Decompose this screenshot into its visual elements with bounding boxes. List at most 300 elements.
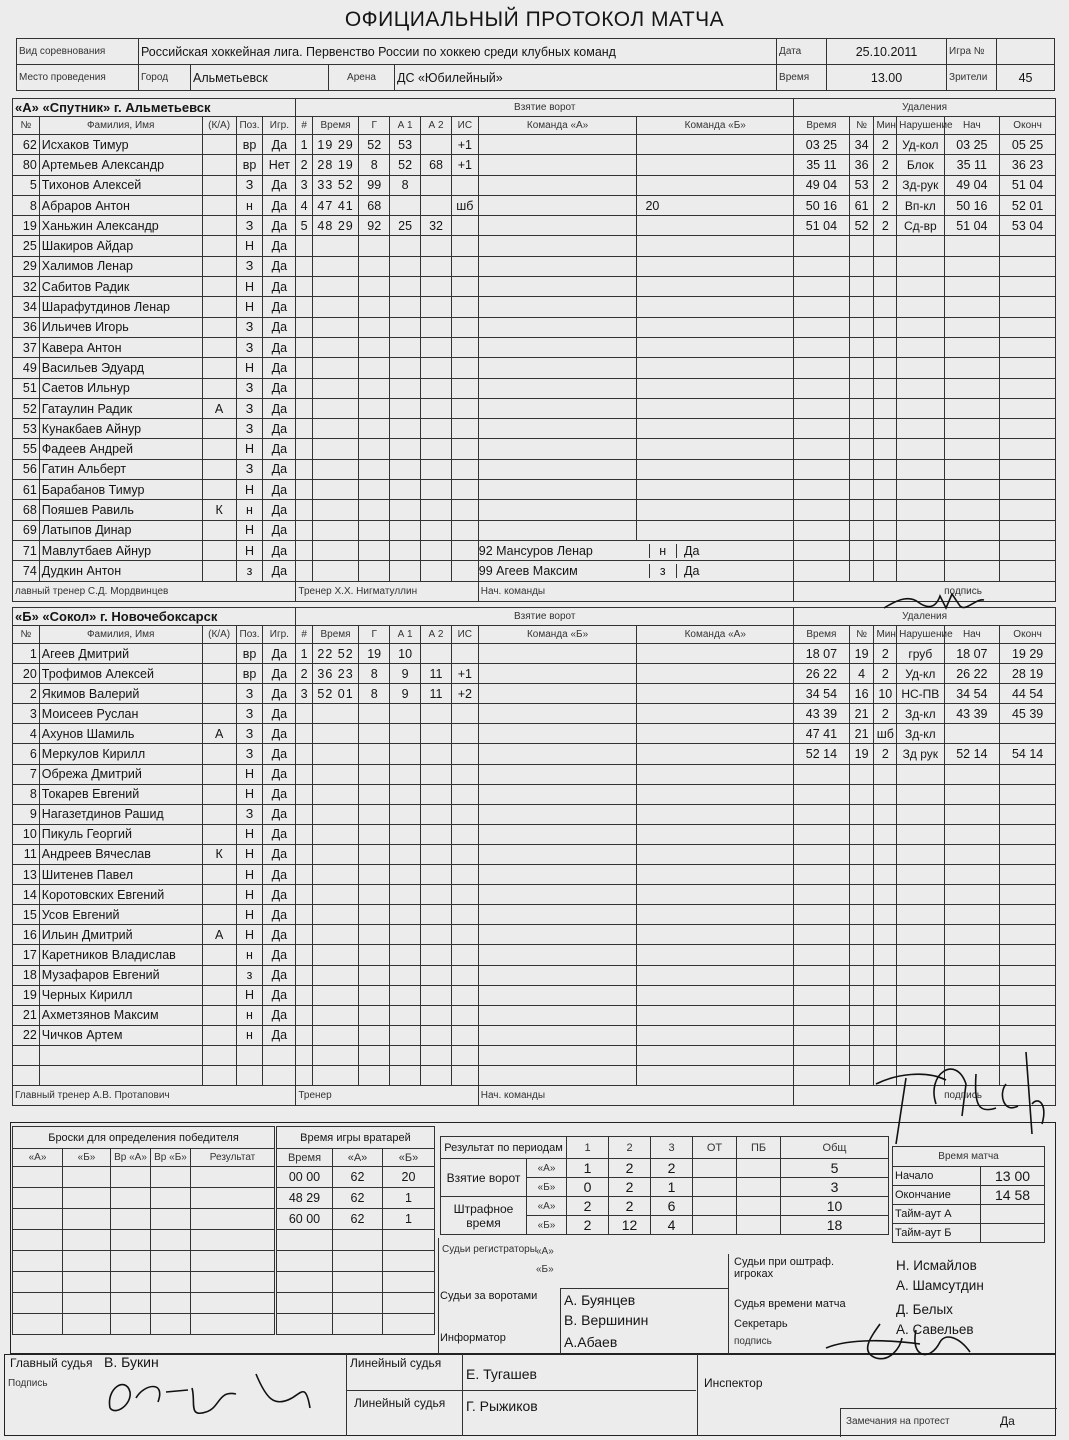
penalty-empty-cell <box>944 439 1000 459</box>
goal-empty-cell <box>296 744 312 764</box>
player-position: вр <box>236 664 263 684</box>
player-captain-mark <box>202 216 236 236</box>
penalty-end-min: 54 <box>1011 747 1026 762</box>
penalty-empty-cell <box>944 905 1000 925</box>
player-played: Да <box>263 277 296 297</box>
time-label: Время <box>777 65 827 91</box>
shootout-cell <box>111 1251 151 1272</box>
player-captain-mark <box>202 865 236 885</box>
extra-player-position: н <box>649 544 676 558</box>
penalty-minutes: 2 <box>874 195 897 215</box>
penalty-empty-cell <box>1000 419 1056 439</box>
goal-empty-cell <box>359 764 390 784</box>
goalie-opp-cell <box>637 277 794 297</box>
penalty-empty-cell <box>849 925 874 945</box>
col-pos: Поз. <box>236 117 263 135</box>
goal-empty-cell <box>296 419 312 439</box>
penalty-player: 53 <box>849 175 874 195</box>
penalty-start-sec: 25 <box>973 137 988 152</box>
goal-empty-cell <box>312 358 358 378</box>
col-pen-end: Оконч <box>1000 117 1056 135</box>
penalty-empty-cell <box>874 905 897 925</box>
goal-empty-cell <box>296 885 312 905</box>
goals-title: Взятие ворот <box>296 99 794 117</box>
goal-empty-cell <box>296 297 312 317</box>
period-value <box>693 1159 737 1178</box>
player-name: Моисеев Руслан <box>39 704 202 724</box>
goal-empty-cell <box>451 865 478 885</box>
player-number: 7 <box>13 764 40 784</box>
col-goal-is: ИС <box>451 117 478 135</box>
penalty-empty-cell <box>1000 358 1056 378</box>
player-captain-mark <box>202 520 236 540</box>
goal-empty-cell <box>296 824 312 844</box>
player-number: 9 <box>13 804 40 824</box>
goal-time-min: 48 <box>317 218 334 233</box>
col-pen-min: Мин <box>874 626 897 644</box>
goal-time-min: 28 <box>317 157 334 172</box>
col-pen-viol: Нарушение <box>897 626 944 644</box>
player-played: Да <box>263 256 296 276</box>
penalty-end <box>1000 644 1056 664</box>
goal-empty-cell <box>312 398 358 418</box>
penalty-start <box>944 724 1000 744</box>
extra-player-name: 99 Агеев Максим <box>478 563 578 578</box>
goal-empty-cell <box>390 784 421 804</box>
penalty-empty-cell <box>897 1005 944 1025</box>
col-pos: Поз. <box>236 626 263 644</box>
goalie-own-cell <box>478 985 637 1005</box>
penalty-end-sec: 39 <box>1029 706 1044 721</box>
goal-situation <box>451 644 478 664</box>
player-captain-mark <box>202 135 236 155</box>
player-captain-mark <box>202 804 236 824</box>
penalty-violation: груб <box>897 644 944 664</box>
penalty-start-sec: 54 <box>973 686 988 701</box>
goal-empty-cell <box>390 378 421 398</box>
player-empty-cell <box>13 1065 40 1085</box>
player-played: Да <box>263 744 296 764</box>
goal-empty-cell <box>451 1045 478 1065</box>
shootout-cell <box>13 1251 63 1272</box>
goalie-a: 62 <box>333 1188 383 1209</box>
penalty-empty-cell <box>849 480 874 500</box>
penalty-empty-cell <box>897 480 944 500</box>
player-played: Да <box>263 724 296 744</box>
penalty-empty-cell <box>897 439 944 459</box>
penalty-empty-cell <box>944 358 1000 378</box>
goalie-time-min: 00 <box>288 1170 303 1184</box>
player-name: Барабанов Тимур <box>39 480 202 500</box>
penalty-empty-cell <box>874 256 897 276</box>
goalie-time-cell <box>333 1251 383 1272</box>
inspector-label: Инспектор <box>704 1376 763 1390</box>
goal-empty-cell <box>451 337 478 357</box>
player-position: вр <box>236 644 263 664</box>
pim-row-label: Штрафное время <box>441 1197 527 1235</box>
col-goalie-own: Команда «А» <box>478 117 637 135</box>
goal-empty-cell <box>421 764 452 784</box>
penalty-start <box>944 664 1000 684</box>
penalty-time <box>794 216 850 236</box>
penalty-time <box>794 664 850 684</box>
player-number: 25 <box>13 236 40 256</box>
penalty-empty-cell <box>794 500 850 520</box>
goal-empty-cell <box>390 905 421 925</box>
goal-empty-cell <box>359 378 390 398</box>
penalty-empty-cell <box>897 945 944 965</box>
player-number: 19 <box>13 216 40 236</box>
goalie-own-cell <box>478 439 637 459</box>
goalie-own-cell <box>478 804 637 824</box>
player-name: Шакиров Айдар <box>39 236 202 256</box>
goal-time-min: 47 <box>317 198 334 213</box>
goal-empty-cell <box>421 1045 452 1065</box>
player-captain-mark <box>202 1005 236 1025</box>
player-number: 56 <box>13 459 40 479</box>
penalty-empty-cell <box>897 965 944 985</box>
penalty-empty-cell <box>874 358 897 378</box>
penalty-empty-cell <box>794 764 850 784</box>
goal-empty-cell <box>451 236 478 256</box>
col-goal-a2: А 2 <box>421 626 452 644</box>
penalty-empty-cell <box>897 398 944 418</box>
penalty-empty-cell <box>897 804 944 824</box>
penalty-empty-cell <box>874 561 897 581</box>
penalty-empty-cell <box>794 1005 850 1025</box>
player-name: Коротовских Евгений <box>39 885 202 905</box>
shootout-title: Броски для определения победителя <box>13 1127 275 1149</box>
col-goal-time: Время <box>312 117 358 135</box>
player-position: Н <box>236 865 263 885</box>
goalie-opp-cell <box>637 885 794 905</box>
goal-empty-cell <box>312 256 358 276</box>
player-name: Ахунов Шамиль <box>39 724 202 744</box>
penalty-time-sec: 04 <box>823 178 838 193</box>
goalie-time-cell <box>333 1314 383 1335</box>
penalty-start-min: 49 <box>956 178 971 193</box>
goal-scorer: 92 <box>359 216 390 236</box>
penalty-time-min: 43 <box>805 706 820 721</box>
goal-empty-cell <box>296 480 312 500</box>
penalty-empty-cell <box>897 520 944 540</box>
penalty-empty-cell <box>874 337 897 357</box>
goal-empty-cell <box>421 480 452 500</box>
goal-scorer: 8 <box>359 684 390 704</box>
end-minute: 58 <box>1014 1187 1031 1203</box>
goal-time-sec: 19 <box>337 157 354 172</box>
col-goal-a1: А 1 <box>390 626 421 644</box>
penalty-start <box>944 744 1000 764</box>
goal-empty-cell <box>359 561 390 581</box>
player-number: 11 <box>13 844 40 864</box>
goal-assist-1: 52 <box>390 155 421 175</box>
goal-empty-cell <box>390 1045 421 1065</box>
player-captain-mark <box>202 378 236 398</box>
player-name: Усов Евгений <box>39 905 202 925</box>
team-title: «А» «Спутник» г. Альметьевск <box>13 99 296 117</box>
goal-empty-cell <box>421 500 452 520</box>
goal-empty-cell <box>451 844 478 864</box>
player-captain-mark <box>202 480 236 500</box>
player-position: Н <box>236 277 263 297</box>
goal-empty-cell <box>390 337 421 357</box>
goal-empty-cell <box>421 804 452 824</box>
penalty-empty-cell <box>794 925 850 945</box>
penalty-empty-cell <box>849 824 874 844</box>
penalty-start <box>944 195 1000 215</box>
penalty-empty-cell <box>849 1005 874 1025</box>
player-played: Да <box>263 784 296 804</box>
penalty-time <box>794 155 850 175</box>
goalie-opp-cell <box>637 216 794 236</box>
player-captain-mark <box>202 277 236 297</box>
penalty-empty-cell <box>874 784 897 804</box>
player-played: Да <box>263 684 296 704</box>
goalie-time-col: «Б» <box>383 1149 435 1167</box>
goal-empty-cell <box>359 1065 390 1085</box>
penalty-empty-cell <box>794 985 850 1005</box>
player-name: Ханьжин Александр <box>39 216 202 236</box>
goal-empty-cell <box>390 277 421 297</box>
penalty-end-min: 52 <box>1011 198 1026 213</box>
penalty-empty-cell <box>1000 480 1056 500</box>
penalty-start <box>944 175 1000 195</box>
goal-empty-cell <box>421 358 452 378</box>
penalty-start <box>944 135 1000 155</box>
player-name: Шитенев Павел <box>39 865 202 885</box>
penalty-empty-cell <box>944 398 1000 418</box>
player-captain-mark <box>202 256 236 276</box>
penalty-empty-cell <box>944 480 1000 500</box>
goals-row-label: Взятие ворот <box>441 1159 527 1197</box>
goalie-opp-cell <box>637 500 794 520</box>
team-tag: «А» <box>527 1197 567 1216</box>
penalty-empty-cell <box>794 317 850 337</box>
penalty-empty-cell <box>897 824 944 844</box>
goalie-own-cell <box>478 644 637 664</box>
goal-empty-cell <box>390 865 421 885</box>
start-time <box>981 1167 1045 1186</box>
period-col: 1 <box>567 1137 609 1159</box>
goalie-time-cell <box>333 1293 383 1314</box>
timeout-a-value <box>981 1205 1045 1224</box>
shootout-col: «А» <box>13 1149 63 1167</box>
penalty-empty-cell <box>1000 985 1056 1005</box>
player-position: Н <box>236 764 263 784</box>
goal-assist-1 <box>390 195 421 215</box>
penalty-start-sec: 14 <box>973 747 988 762</box>
penalty-player: 36 <box>849 155 874 175</box>
penalty-end-min: 45 <box>1011 706 1026 721</box>
penalty-empty-cell <box>944 337 1000 357</box>
penalty-player: 16 <box>849 684 874 704</box>
penalty-empty-cell <box>849 1025 874 1045</box>
goal-empty-cell <box>451 561 478 581</box>
penalty-empty-cell <box>849 459 874 479</box>
penalty-empty-cell <box>849 804 874 824</box>
player-position: Н <box>236 439 263 459</box>
period-col: ОТ <box>693 1137 737 1159</box>
penalty-empty-cell <box>874 1005 897 1025</box>
penalty-violation: Уд-кл <box>897 664 944 684</box>
penalty-empty-cell <box>897 784 944 804</box>
penalty-player: 21 <box>849 704 874 724</box>
penalty-empty-cell <box>1000 905 1056 925</box>
penalty-empty-cell <box>944 925 1000 945</box>
game-no-label: Игра № <box>947 39 997 65</box>
penalty-empty-cell <box>794 358 850 378</box>
linesman-2-value: Г. Рыжиков <box>466 1398 538 1414</box>
goal-empty-cell <box>296 317 312 337</box>
goal-empty-cell <box>312 844 358 864</box>
penalty-minutes: 2 <box>874 704 897 724</box>
goal-empty-cell <box>359 704 390 724</box>
player-played: Да <box>263 885 296 905</box>
penalty-empty-cell <box>1000 398 1056 418</box>
penalty-empty-cell <box>794 297 850 317</box>
penalty-empty-cell <box>944 297 1000 317</box>
penalty-end-sec: 19 <box>1029 666 1044 681</box>
shootout-cell <box>13 1230 63 1251</box>
player-name: Гатин Альберт <box>39 459 202 479</box>
penalty-start-min: 35 <box>956 157 971 172</box>
player-played: Да <box>263 704 296 724</box>
goal-number: 3 <box>296 684 312 704</box>
goalie-own-cell <box>478 358 637 378</box>
shootout-cell <box>191 1314 275 1335</box>
player-played: Да <box>263 480 296 500</box>
goal-assist-2 <box>421 175 452 195</box>
penalty-start-sec: 39 <box>973 706 988 721</box>
player-captain-mark <box>202 317 236 337</box>
col-no: № <box>13 117 40 135</box>
goalie-own-cell <box>478 216 637 236</box>
goal-scorer: 8 <box>359 664 390 684</box>
goalie-opp-cell <box>637 398 794 418</box>
goal-empty-cell <box>451 1005 478 1025</box>
penalty-empty-cell <box>944 277 1000 297</box>
city-label: Город <box>139 65 191 91</box>
penalty-empty-cell <box>1000 297 1056 317</box>
penalty-end-min: 44 <box>1011 686 1026 701</box>
penalty-empty-cell <box>874 844 897 864</box>
penalty-empty-cell <box>794 804 850 824</box>
col-goalie-own: Команда «Б» <box>478 626 637 644</box>
goalie-own-cell <box>478 419 637 439</box>
penalty-empty-cell <box>897 764 944 784</box>
penalty-time <box>794 684 850 704</box>
shootout-cell <box>111 1167 151 1188</box>
penalty-violation: Зд-рук <box>897 175 944 195</box>
goal-empty-cell <box>421 784 452 804</box>
goal-empty-cell <box>359 337 390 357</box>
goalie-own-cell <box>478 704 637 724</box>
goal-empty-cell <box>390 439 421 459</box>
penalty-start-min: 34 <box>956 686 971 701</box>
penalty-empty-cell <box>897 419 944 439</box>
goalie-opp-cell <box>637 256 794 276</box>
player-number: 37 <box>13 337 40 357</box>
goal-empty-cell <box>390 724 421 744</box>
goal-number: 2 <box>296 155 312 175</box>
player-name: Агеев Дмитрий <box>39 644 202 664</box>
penalty-end <box>1000 664 1056 684</box>
goal-empty-cell <box>296 439 312 459</box>
goal-empty-cell <box>296 865 312 885</box>
player-name: Гатаулин Радик <box>39 398 202 418</box>
penalty-empty-cell <box>1000 804 1056 824</box>
goalie-opp-cell <box>637 439 794 459</box>
penalty-time-sec: 22 <box>823 666 838 681</box>
goal-assist-2: 68 <box>421 155 452 175</box>
penalty-empty-cell <box>849 520 874 540</box>
penalty-empty-cell <box>794 520 850 540</box>
player-position: З <box>236 398 263 418</box>
player-captain-mark <box>202 824 236 844</box>
goal-empty-cell <box>421 1065 452 1085</box>
penalty-empty-cell <box>1000 885 1056 905</box>
penalty-player: 21 <box>849 724 874 744</box>
penalty-empty-cell <box>1000 337 1056 357</box>
linesman-row-line <box>346 1390 696 1391</box>
penalty-empty-cell <box>794 1025 850 1045</box>
penalty-time-min: 03 <box>805 137 820 152</box>
player-number: 22 <box>13 1025 40 1045</box>
player-position: вр <box>236 135 263 155</box>
goalie-time-cell <box>277 1314 333 1335</box>
goalie-opp-cell <box>637 684 794 704</box>
goal-empty-cell <box>359 297 390 317</box>
goalie-own-cell <box>478 764 637 784</box>
shootout-cell <box>111 1314 151 1335</box>
shootout-cell <box>63 1188 111 1209</box>
shootout-cell <box>111 1293 151 1314</box>
player-played: Да <box>263 175 296 195</box>
goal-assist-1: 53 <box>390 135 421 155</box>
period-value: 10 <box>781 1197 889 1216</box>
goal-empty-cell <box>312 1025 358 1045</box>
penalty-empty-cell <box>874 1025 897 1045</box>
penalty-start-min: 26 <box>956 666 971 681</box>
player-captain-mark: А <box>202 398 236 418</box>
player-number: 5 <box>13 175 40 195</box>
goal-judge-2: В. Вершинин <box>564 1312 649 1328</box>
penalty-empty-cell <box>874 277 897 297</box>
penalty-time-min: 52 <box>805 747 820 762</box>
goal-empty-cell <box>359 985 390 1005</box>
goalie-own-cell <box>478 480 637 500</box>
arena-label: Арена <box>329 65 395 91</box>
shootout-cell <box>111 1209 151 1230</box>
shootout-cell <box>63 1272 111 1293</box>
penalty-end <box>1000 684 1056 704</box>
goal-empty-cell <box>390 985 421 1005</box>
player-number: 52 <box>13 398 40 418</box>
goal-time-sec: 23 <box>337 666 354 681</box>
col-goal-num: # <box>296 117 312 135</box>
player-empty-cell <box>39 1065 202 1085</box>
penalty-judge-2: А. Шамсутдин <box>896 1278 984 1293</box>
goalie-opp-cell <box>637 459 794 479</box>
penalty-start <box>944 155 1000 175</box>
penalty-start-sec: 22 <box>973 666 988 681</box>
shootout-col: «Б» <box>63 1149 111 1167</box>
penalty-empty-cell <box>794 865 850 885</box>
period-value: 1 <box>567 1159 609 1178</box>
goalie-opp-cell <box>637 358 794 378</box>
player-captain-mark <box>202 644 236 664</box>
